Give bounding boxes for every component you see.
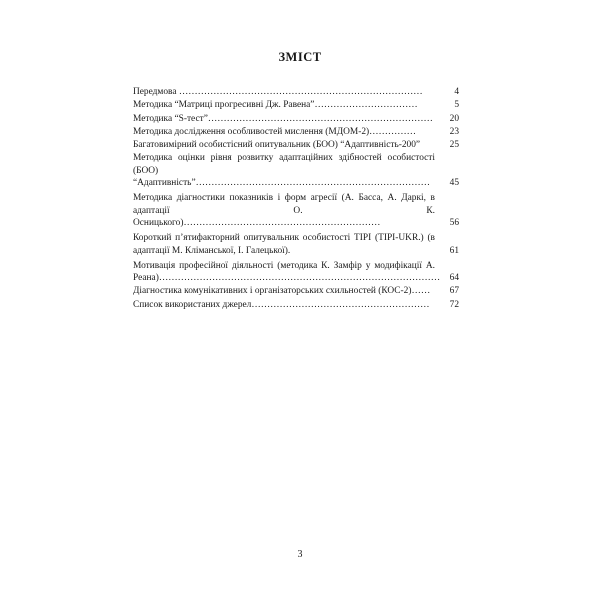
toc-entry — [133, 113, 459, 125]
toc-entry-text: Методика “S-тест”……………………………………………………………… — [133, 113, 433, 124]
toc-entry-page: 67 — [449, 286, 459, 297]
toc-entry — [133, 139, 459, 151]
toc-entry-page: 64 — [449, 273, 459, 284]
toc-entry-text: Методика “Матриці прогресивні Дж. Равена”…………………………… — [133, 100, 418, 111]
toc-entry-page: 61 — [449, 245, 459, 256]
toc-entry-page: 25 — [449, 140, 459, 151]
toc-entry-page: 45 — [449, 178, 459, 189]
toc-entry-text: Список використаних джерел………………………………………………… — [133, 299, 430, 310]
toc-entry-page: 4 — [454, 87, 459, 97]
toc-entry-text: Передмова …………………………………………………………………… — [133, 87, 423, 97]
toc-entry-page: 72 — [449, 299, 459, 310]
toc-entry — [133, 232, 459, 257]
toc-entry — [133, 192, 459, 229]
toc-entry-text: Методика дослідження особливостей мислення (МДОМ-2)…………… — [133, 126, 417, 137]
toc-entry — [133, 299, 459, 311]
toc-entry-text: Багатовимірний особистісний опитувальник (БОО) “Адаптивність-200” — [133, 140, 421, 151]
toc-entry — [133, 99, 459, 111]
toc-entry — [133, 86, 459, 98]
page-number: 3 — [297, 549, 303, 560]
toc-entry-page: 20 — [449, 113, 459, 124]
toc-entry-text: Мотивація професійної діяльності (методика К. Замфір у модифікації А. Реана)……………………………………………………………………………… — [133, 260, 441, 284]
toc-entry — [133, 126, 459, 138]
toc-entry-text: Короткий п’ятифакторний опитувальник особистості TIPI (TIPI-UKR.) (в адаптації М. Кліманської, І. Галецької). — [133, 233, 435, 256]
page-title: ЗМІСТ — [278, 50, 322, 64]
toc-entry-text: Діагностика комунікативних і організаторських схильностей (КОС-2)…… — [133, 286, 431, 297]
toc-entry — [133, 260, 459, 285]
toc-entry-page: 5 — [454, 100, 459, 111]
toc-entry — [133, 152, 459, 189]
toc-entry-page: 23 — [449, 126, 459, 137]
toc-entry-text: Методика оцінки рівня розвитку адаптаційних здібностей особистості (БОО) “Адаптивність”………………………………………………………………… — [133, 153, 435, 189]
table-of-contents — [133, 86, 459, 311]
toc-entry-text: Методика діагностики показників і форм агресії (А. Басса, А. Даркі, в адаптації О. К. Осницького)……………………………………………………… — [133, 193, 435, 228]
toc-entry-page: 56 — [449, 217, 459, 228]
toc-entry — [133, 285, 459, 297]
